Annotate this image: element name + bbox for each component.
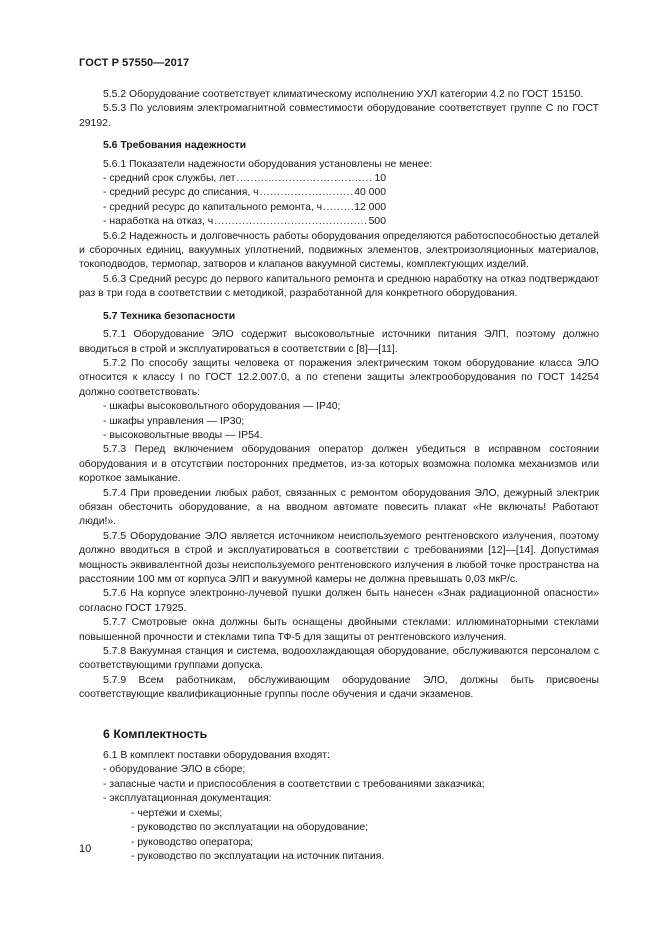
reliability-value: 12 000 [354,201,386,213]
paragraph-5-7-6: 5.7.6 На корпусе электронно-лучевой пушки должен быть нанесен «Знак радиационной опасности» согласно ГОСТ 17925. [79,588,599,614]
paragraph-5-7-1: 5.7.1 Оборудование ЭЛО содержит высоковольтные источники питания ЭЛП, поэтому должно вводиться в строй и эксплуатироваться в соответствии с [8]—[11]. [79,329,599,355]
docs-item: - чертежи и схемы; [131,807,223,819]
paragraph-5-7-8: 5.7.8 Вакуумная станция и система, водоохлаждающая оборудование, обслуживаются персоналом с соответствующими группами допуска. [79,646,599,672]
reliability-label: - средний ресурс до списания, ч [103,187,259,199]
page-number: 10 [79,843,92,855]
docs-item: - руководство оператора; [131,836,254,848]
paragraph-5-7-3: 5.7.3 Перед включением оборудования оператор должен убедиться в исправном состоянии оборудования и в отсутствии посторонних предметов, из-за которых возможна поломка механизмов или короткое замыкание. [79,444,599,485]
heading-5-6: 5.6 Требования надежности [103,140,247,152]
paragraph-5-7-9: 5.7.9 Всем работникам, обслуживающим оборудование ЭЛО, должны быть присвоены соответствующие квалификационные группы после обучения и сдачи экзаменов. [79,674,599,701]
reliability-label: - средний срок службы, лет [103,173,236,185]
section-6-heading: 6 Комплектность [103,726,208,741]
paragraph-5-6-1: 5.6.1 Показатели надежности оборудования установлены не менее: [103,158,433,170]
kit-item: - запасные части и приспособления в соответствии с требованиями заказчика; [103,778,485,790]
paragraph-5-7-2: 5.7.2 По способу защиты человека от поражения электрическим током оборудование класса ЭЛО относится к классу I по ГОСТ 12.2.007.0, а по степени защиты электрооборудования по ГОСТ 14254 должно соответствовать: [79,357,599,398]
docs-item: - руководство по эксплуатации на оборудование; [131,822,368,834]
paragraph-5-6-2: 5.6.2 Надежность и долговечность работы оборудования определяются работоспособностью деталей и сборочных единиц, вакуумных уплотнений, подвижных элементов, электроизоляционных материалов, токоподводов, термопар, затворов и клапанов вакуумной системы, комплектующих изделий. [79,230,599,271]
paragraph-5-7-7: 5.7.7 Смотровые окна должны быть оснащены двойными стеклами: иллюминаторными стеклами повышенной прочности и стеклами типа ТФ-5 для защиты от рентгеновского излучения. [79,617,599,643]
reliability-row [79,172,386,186]
document-body [79,88,599,864]
reliability-value: 40 000 [354,187,386,199]
paragraph-5-7-4: 5.7.4 При проведении любых работ, связанных с ремонтом оборудования ЭЛО, дежурный электрик обязан обесточить оборудование, а на вводном автомате повесить плакат «Не включать! Работают люди!». [79,487,599,528]
reliability-label: - наработка на отказ, ч [103,216,214,228]
protection-item: - высоковольтные вводы — IP54. [103,429,263,441]
kit-item: - оборудование ЭЛО в сборе; [103,764,246,776]
protection-item: - шкафы управления — IP30; [103,415,245,427]
reliability-row [79,201,386,215]
kit-item: - эксплуатационная документация: [103,793,272,805]
paragraph-5-5-3: 5.5.3 По условиям электромагнитной совместимости оборудование соответствует группе С по ГОСТ 29192. [79,103,599,129]
protection-item: - шкафы высоковольтного оборудования — IP40; [103,401,341,413]
docs-item: - руководство по эксплуатации на источник питания. [131,850,385,862]
reliability-row [79,215,386,229]
heading-5-7: 5.7 Техника безопасности [103,310,236,322]
reliability-value: 500 [368,216,386,228]
reliability-label: - средний ресурс до капитального ремонта, ч [103,201,323,213]
reliability-row [79,186,386,200]
paragraph-5-5-2: 5.5.2 Оборудование соответствует климатическому исполнению УХЛ категории 4.2 по ГОСТ 15150. [103,89,584,100]
document-header: ГОСТ Р 57550—2017 [79,57,190,69]
paragraph-5-7-5: 5.7.5 Оборудование ЭЛО является источником неиспользуемого рентгеновского излучения, поэтому должно вводиться в строй и эксплуатироваться в соответствии с требованиями [12]—[14]. Допустимая мощность эквивалентной дозы неиспользуемого рентгеновского излучения в любой точке пространства на расстоянии 100 мм от корпуса ЭЛП и вакуумной камеры не должна превышать 0,03 мкР/с. [79,530,599,585]
paragraph-6-1: 6.1 В комплект поставки оборудования входят: [103,750,330,762]
paragraph-5-6-3: 5.6.3 Средний ресурс до первого капитального ремонта и среднюю наработку на отказ подтверждают раз в три года в соответствии с методикой, разработанной для конкретного оборудования. [79,273,599,300]
reliability-value: 10 [374,173,386,185]
